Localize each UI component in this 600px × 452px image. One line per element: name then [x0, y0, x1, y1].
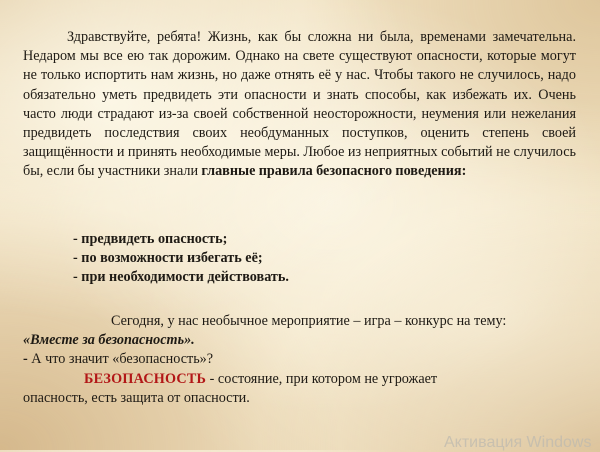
safety-rule: - при необходимости действовать. — [73, 269, 289, 286]
question-line — [23, 350, 583, 369]
safety-rule: - предвидеть опасность; — [73, 231, 228, 247]
safety-rule: - по возможности избегать её; — [73, 250, 263, 267]
event-intro: Сегодня, у нас необычное мероприятие – игра – конкурс на тему: — [111, 313, 507, 329]
definition-continuation: опасность, есть защита от опасности. — [23, 389, 250, 406]
definition-term: БЕЗОПАСНОСТЬ — [84, 370, 207, 387]
activation-watermark: Активация Windows — [444, 434, 592, 451]
definition-text: - состояние, при котором не угрожает — [206, 370, 438, 387]
safety-rules-list — [73, 230, 289, 288]
question-dash: - — [23, 351, 28, 368]
intro-text: Здравствуйте, ребята! Жизнь, как бы сложна ни была, временами замечательна. Недаром мы все ею так дорожим. Однако на свете существуют опасности, которые могут не только испортить нам жизнь, но даже отнять её у нас. Чтобы такого не случилось, надо обязательно уметь предвидеть эти опасности и знать способы, как избежать их. Очень часто люди страдают из-за своей собственной неосторожности, неумения или нежелания предвидеть последствия своих необдуманных поступков, оценить степень своей защищённости и принять необходимые меры. Любое из неприятных событий не случилось бы, если бы участники знали — [23, 29, 576, 180]
intro-bold-tail: главные правила безопасного поведения: — [201, 163, 467, 180]
event-topic: «Вместе за безопасность». — [23, 332, 195, 349]
event-paragraph — [23, 312, 583, 408]
intro-paragraph — [23, 28, 576, 182]
definition-line — [23, 370, 583, 389]
question-text: А что значит «безопасность»? — [27, 351, 214, 368]
